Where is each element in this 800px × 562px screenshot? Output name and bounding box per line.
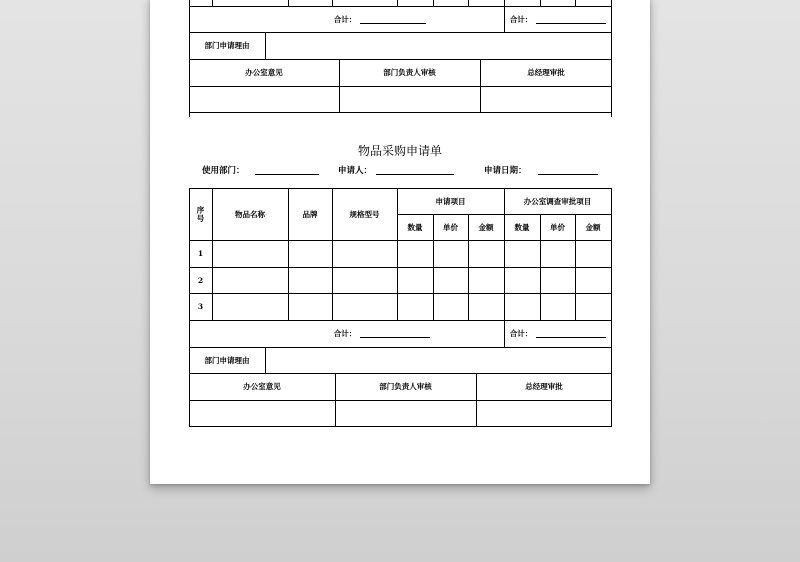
header-seq (189, 188, 212, 240)
header-unit-price-1: 单价 (443, 222, 458, 232)
header-amount-2: 金额 (585, 222, 601, 232)
header-amount-1: 金额 (478, 222, 494, 232)
top-reason-label: 部门申请理由 (204, 41, 250, 50)
top-approval-gm: 总经理审批 (527, 68, 565, 77)
top-approval-dept: 部门负责人审核 (383, 68, 436, 77)
date-label: 申请日期： (484, 166, 527, 176)
header-unit-price-2: 单价 (550, 222, 565, 232)
approval-dept: 部门负责人审核 (379, 382, 432, 391)
applicant-blank (376, 174, 454, 175)
total-label-right: 合计： (509, 328, 533, 338)
top-total-label-left: 合计： (333, 14, 357, 24)
dept-label: 使用部门： (202, 166, 245, 176)
header-apply-group: 申请项目 (435, 196, 466, 206)
header-item-name: 物品名称 (235, 209, 265, 219)
total-label-left: 合计： (333, 328, 357, 338)
row-seq: 1 (197, 249, 204, 258)
reason-label: 部门申请理由 (204, 355, 250, 365)
date-blank (538, 174, 598, 175)
top-approval-office: 办公室意见 (245, 68, 283, 77)
header-qty-1: 数量 (407, 222, 423, 232)
total-blank-right (536, 337, 606, 338)
top-total-blank-right (536, 23, 606, 24)
top-total-blank-left (360, 23, 426, 24)
approval-gm: 总经理审批 (525, 382, 563, 391)
document-page (150, 0, 650, 484)
header-brand: 品牌 (302, 209, 318, 219)
row-seq: 3 (197, 302, 204, 311)
header-seq-text: 序号 (196, 205, 205, 223)
approval-office: 办公室意见 (243, 382, 281, 391)
header-qty-2: 数量 (514, 222, 530, 232)
applicant-label: 申请人： (338, 166, 373, 176)
header-office-group: 办公室调查审批项目 (523, 196, 592, 206)
header-spec: 规格型号 (349, 209, 380, 219)
total-blank-left (360, 337, 430, 338)
dept-blank (255, 174, 319, 175)
form-title: 物品采购申请单 (357, 144, 442, 158)
top-total-label-right: 合计： (509, 14, 533, 24)
row-seq: 2 (197, 275, 204, 285)
